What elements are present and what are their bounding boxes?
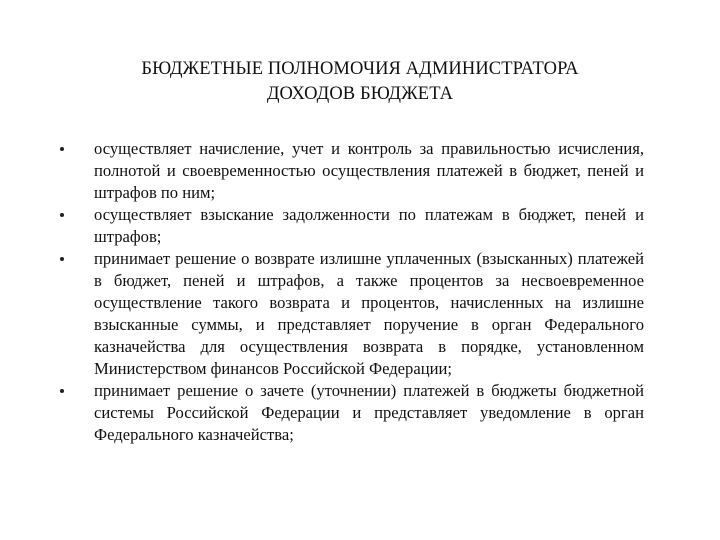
bullet-dot-icon [60,257,64,261]
bullet-text: принимает решение о зачете (уточнении) платежей в бюджеты бюджетной системы Российской Федерации и представляет уведомление в орган Федерального казначейства; [94,381,644,444]
bullet-dot-icon [60,147,64,151]
bullet-item [60,380,644,446]
bullet-item [60,138,644,204]
bullet-item [60,204,644,248]
bullet-text: осуществляет начисление, учет и контроль за правильностью исчисления, полнотой и своевременностью осуществления платежей в бюджет, пеней и штрафов по ним; [94,139,644,202]
slide-title [60,57,660,107]
bullet-dot-icon [60,389,64,393]
bullet-list [60,138,644,446]
bullet-item [60,248,644,380]
slide-title-line-2: ДОХОДОВ БЮДЖЕТА [266,84,454,104]
bullet-text: осуществляет взыскание задолженности по платежам в бюджет, пеней и штрафов; [94,205,644,246]
slide-title-line-1: БЮДЖЕТНЫЕ ПОЛНОМОЧИЯ АДМИНИСТРАТОРА [141,59,579,79]
bullet-dot-icon [60,213,64,217]
bullet-text: принимает решение о возврате излишне уплаченных (взысканных) платежей в бюджет, пеней и штрафов, а также процентов за несвоевременное осуществление такого возврата и процентов, начисленных на излишне взысканные суммы, и представляет поручение в орган Федерального казначейства для осуществления возврата в порядке, установленном Министерством финансов Российской Федерации; [94,249,644,378]
